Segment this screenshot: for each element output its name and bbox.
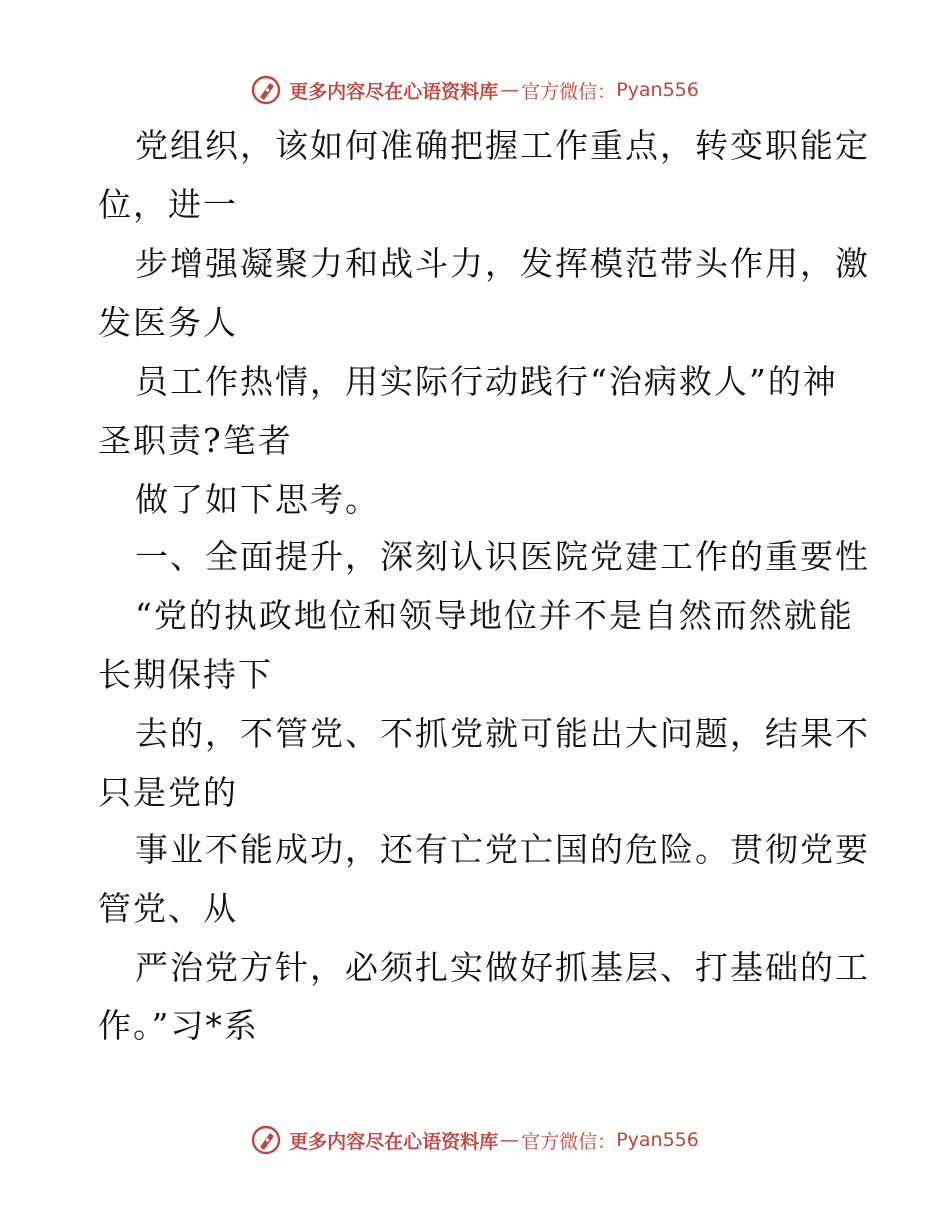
section-heading: 一、全面提升，深刻认识医院党建工作的重要性 [135,537,870,576]
header-watermark-banner [0,70,950,110]
banner-wechat-label: 官方微信： [521,1130,617,1153]
footer-watermark-banner [0,1120,950,1160]
text-line-4: 发医务人 [98,303,238,342]
pen-nib-logo-icon [251,75,281,105]
banner-wechat-label: 官方微信： [521,80,617,103]
text-line-12: 只是党的 [98,773,238,812]
text-line-3: 步增强凝聚力和战斗力，发挥模范带头作用，激 [135,244,870,283]
text-line-13: 事业不能成功，还有亡党亡国的危险。贯彻党要 [135,830,870,869]
banner-wechat-id: Pyan556 [616,1129,699,1151]
pen-nib-logo-icon [251,1125,281,1155]
banner-main-text: 更多内容尽在心语资料库 [289,80,499,103]
text-line-7: 做了如下思考。 [135,480,380,519]
text-line-5: 员工作热情，用实际行动践行“治病救人”的神 [135,362,838,401]
banner-separator: — [500,1129,520,1151]
text-line-2: 位，进一 [98,185,238,224]
text-line-9: “党的执政地位和领导地位并不是自然而然就能 [135,596,854,635]
banner-wechat-id: Pyan556 [616,79,699,101]
text-line-16: 作。”习*系 [98,1006,259,1045]
text-line-1: 党组织，该如何准确把握工作重点，转变职能定 [135,126,870,165]
banner-separator: — [500,79,520,101]
text-line-11: 去的，不管党、不抓党就可能出大问题，结果不 [135,714,870,753]
text-line-6: 圣职责?笔者 [98,421,293,460]
text-line-15: 严治党方针，必须扎实做好抓基层、打基础的工 [135,948,870,987]
text-line-10: 长期保持下 [98,655,273,694]
text-line-14: 管党、从 [98,889,238,928]
banner-main-text: 更多内容尽在心语资料库 [289,1130,499,1153]
